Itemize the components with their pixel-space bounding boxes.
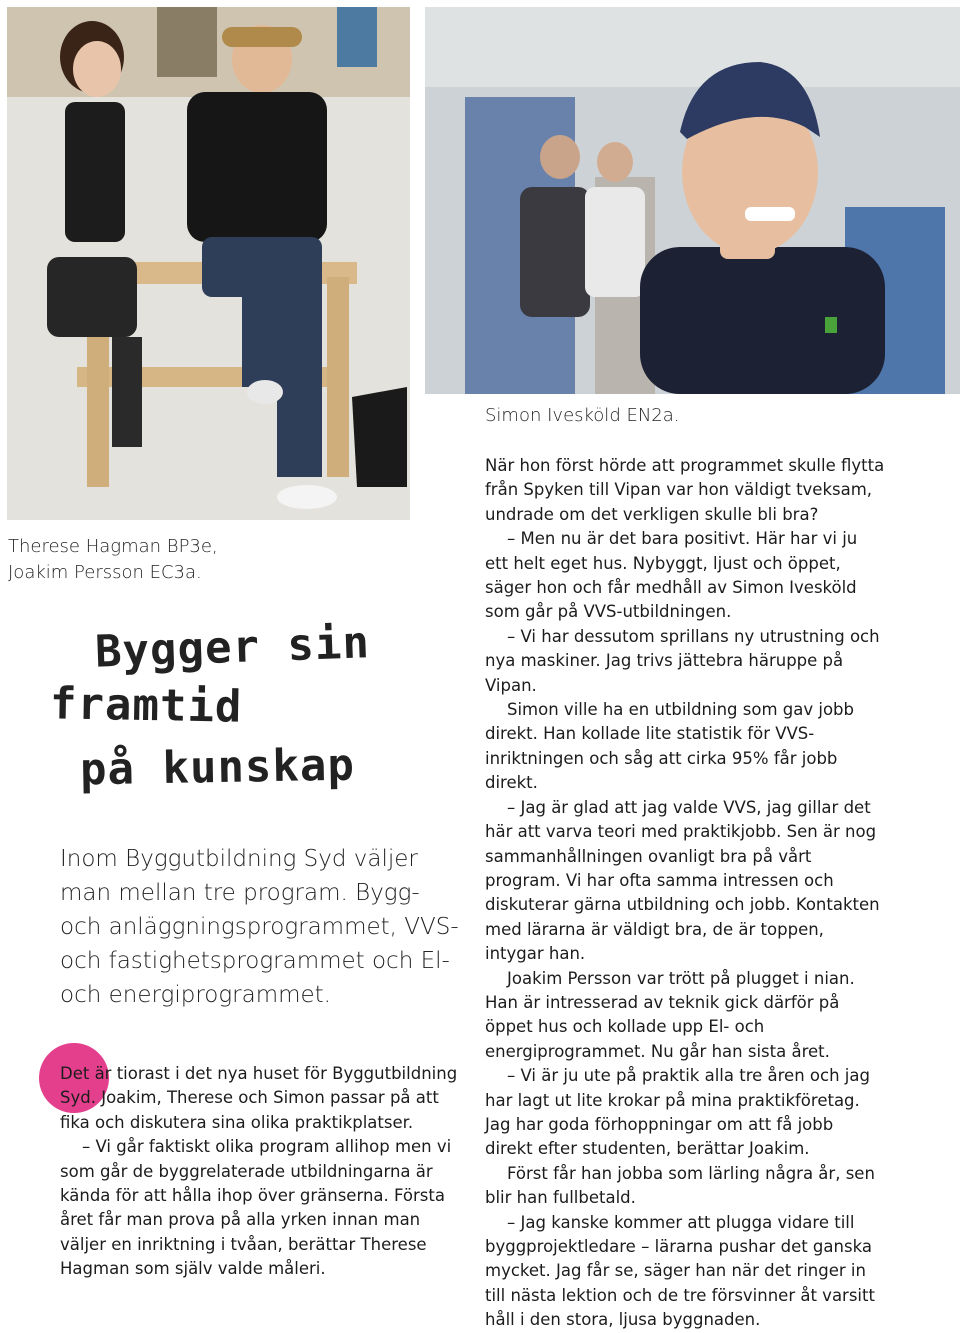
photo-simon-image [425, 7, 960, 394]
body-paragraph: – Vi har dessutom sprillans ny utrustning och nya maskiner. Jag trivs jättebra häruppe på Vipan. [485, 626, 880, 695]
headline-line: framtid [49, 678, 243, 733]
photo-caption-right: Simon Ivesköld EN2a. [485, 405, 680, 426]
body-paragraph: – Vi är ju ute på praktik alla tre åren och jag har lagt ut lite krokar på mina praktikföretag. Jag har goda förhoppningar om att få jobb direkt efter studenten, berättar Joakim. [485, 1066, 870, 1159]
intro-paragraph: Inom Byggutbildning Syd väljer man mellan tre program. Bygg- och anläggningsprogrammet, VVS- och fastighetsprogrammet och El- och energiprogrammet. [60, 846, 459, 1008]
headline-line: på kunskap [79, 739, 356, 796]
article-column-right [485, 454, 885, 1333]
caption-line: Joakim Persson EC3a. [8, 562, 202, 583]
body-paragraph: – Men nu är det bara positivt. Här har vi ju ett helt eget hus. Nybyggt, ljust och öppet, säger hon och får medhåll av Simon Ivesköld som går på VVS-utbildningen. [485, 529, 858, 622]
body-paragraph: – Jag är glad att jag valde VVS, jag gillar det här att varva teori med praktikjobb. Sen är nog sammanhållningen ovanligt bra på vårt program. Vi har ofta samma intressen och diskuterar gärna utbildning och jobb. Kontakten med lärarna är väldigt bra, de är toppen, intygar han. [485, 797, 880, 964]
body-paragraph: Först får han jobba som lärling några år, sen blir han fullbetald. [485, 1163, 875, 1208]
body-paragraph: Joakim Persson var trött på plugget i nian. Han är intresserad av teknik gick därför på öppet hus och kollade upp El- och energiprogrammet. Nu går han sista året. [485, 968, 855, 1061]
photo-students-sawhorse [7, 7, 410, 520]
caption-line: Therese Hagman BP3e, [8, 536, 218, 557]
photo-caption-left [8, 534, 308, 586]
body-paragraph: När hon först hörde att programmet skulle flytta från Spyken till Vipan var hon väldigt tveksam, undrade om det verkligen skulle bli bra? [485, 456, 885, 524]
photo-simon [425, 7, 960, 394]
body-paragraph: Simon ville ha en utbildning som gav jobb direkt. Han kollade lite statistik för VVS-inriktningen och såg att cirka 95% får jobb direkt. [485, 700, 854, 793]
body-paragraph: Det är tiorast i det nya huset för Byggutbildning Syd. Joakim, Therese och Simon passar på att fika och diskutera sina olika praktikplatser. [60, 1064, 458, 1132]
body-paragraph: – Jag kanske kommer att plugga vidare till byggprojektledare – lärarna pushar det ganska mycket. Jag får se, säger han när det ringer in till nästa lektion och de tre försvinner åt varsitt håll i den stora, ljusa byggnaden. [485, 1212, 875, 1330]
article-column-left [60, 1062, 460, 1282]
headline-line: Bygger sin [94, 617, 371, 678]
body-paragraph: – Vi går faktiskt olika program allihop men vi som går de byggrelaterade utbildningarna är kända för att hålla ihop över gränserna. Första året får man prova på alla yrken innan man väljer en inriktning i tvåan, berättar Therese Hagman som själv valde måleri. [60, 1137, 452, 1279]
photo-students-sawhorse-image [7, 7, 410, 520]
